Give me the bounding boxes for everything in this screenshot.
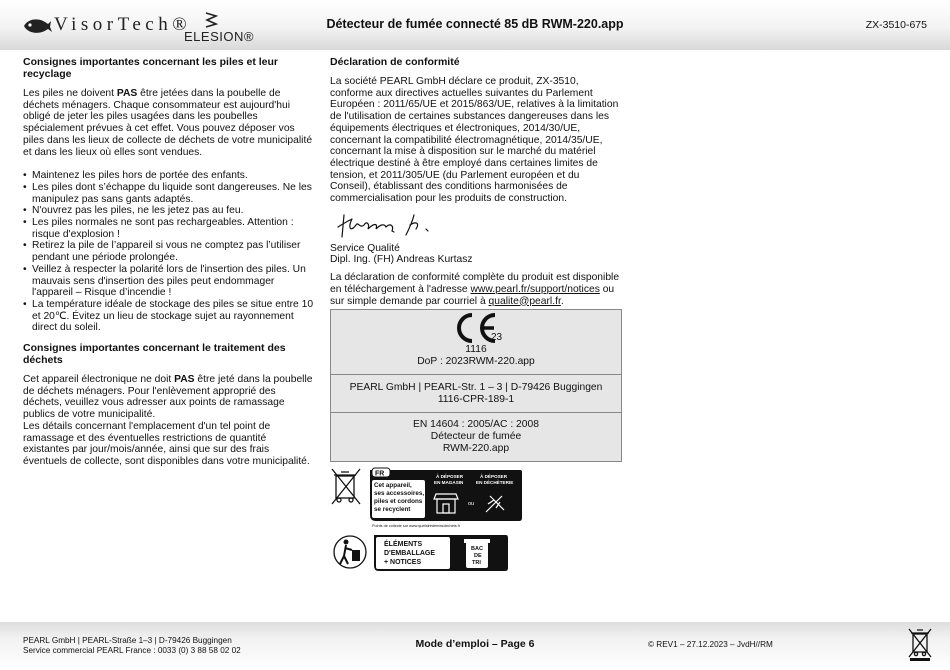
recycle-text-line-3: piles et cordons — [374, 498, 423, 505]
ce-marking-table — [330, 309, 622, 462]
weee-bin-icon — [908, 627, 932, 661]
signature-drawing-icon — [330, 211, 450, 241]
standard-reference: EN 14604 : 2005/AC : 2008 — [413, 419, 539, 431]
ce-marking-cell — [331, 310, 621, 375]
product-model: RWM-220.app — [442, 442, 510, 454]
left-column — [23, 56, 315, 474]
disposal-text-pas: PAS — [174, 374, 195, 386]
list-item: • Retirez la pile de l’appareil si vous ne comptez pas l’utiliser pendant une période prolongée. — [32, 240, 315, 263]
store-label-line-1: À DÉPOSER — [436, 474, 464, 479]
batteries-intro-start: Les piles ne doivent — [23, 88, 117, 99]
list-item: • Veillez à respecter la polarité lors de l'insertion des piles. Un mauvais sens d'insertion des piles peut endommager l'appareil – Risque d’incendie ! — [32, 264, 315, 299]
page-footer — [0, 622, 950, 670]
product-type: Détecteur de fumée — [430, 431, 522, 443]
revision-label: © REV1 – 27.12.2023 – JvdH//RM — [648, 640, 773, 649]
crossed-bin-icon — [332, 469, 360, 504]
footer-address: PEARL GmbH | PEARL-Straße 1–3 | D-79426 Buggingen — [23, 636, 232, 645]
disposal-text-start: Cet appareil électronique ne doit — [23, 374, 175, 386]
signer-department: Service Qualité — [330, 242, 400, 254]
fr-label: FR — [375, 470, 385, 478]
bin-label-line-2: DE — [474, 553, 482, 559]
email-link[interactable]: qualite@pearl.fr — [488, 295, 561, 307]
manufacturer-cell — [331, 375, 621, 413]
cpr-number: 1116-CPR-189-1 — [437, 393, 515, 405]
sub-brand-logo-text: ELESION® — [184, 29, 254, 44]
batteries-intro-pas: PAS — [116, 88, 138, 99]
disposal-heading: Consignes importantes concernant le traitement des déchets — [23, 342, 286, 367]
dop-number: DoP : 2023RWM-220.app — [417, 355, 535, 367]
full-declaration-text — [330, 272, 622, 307]
full-declaration-end: . — [560, 295, 564, 307]
packaging-line-2: D'EMBALLAGE — [384, 550, 436, 557]
list-item: • Les piles dont s’échappe du liquide sont dangereuses. Ne les manipulez pas sans gants adaptés. — [32, 182, 315, 205]
page-label: Mode d’emploi – Page 6 — [415, 638, 535, 650]
recycle-text-line-4: se recyclent — [374, 506, 411, 513]
batteries-bullet-list — [23, 170, 315, 334]
full-declaration-start: La déclaration de conformité complète du produit est disponible en téléchargement à l'adresse — [330, 272, 620, 295]
bin-label-line-3: TRI — [472, 560, 481, 566]
product-code: ZX-3510-675 — [865, 19, 927, 31]
packaging-line-1: ÉLÉMENTS — [384, 541, 423, 548]
signer-block — [330, 243, 622, 266]
triman-logo-icon — [330, 466, 530, 576]
brand-logo-text: VisorTech® — [54, 14, 192, 35]
right-column — [330, 56, 622, 313]
disposal-details: Les détails concernant l'emplacement d'un tel point de ramassage et des éventuelles restrictions de quantité existantes par jour/mois/année, ainsi que sur des frais éventuels de collecte, sont disponibles dans votre municipalité. — [23, 420, 310, 467]
ou-label: ou — [468, 501, 475, 507]
recycle-text-line-2: ses accessoires, — [374, 490, 425, 497]
document-title: Détecteur de fumée connecté 85 dB RWM-220.app — [326, 17, 624, 31]
ce-year: 23 — [491, 332, 503, 343]
full-declaration-middle: ou sur simple demande par courriel à — [330, 283, 615, 307]
manufacturer-address: PEARL GmbH | PEARL-Str. 1 – 3 | D-79426 Buggingen — [349, 382, 603, 393]
store-label-line-2: EN MAGASIN — [434, 480, 464, 485]
support-link[interactable]: www.pearl.fr/support/notices — [470, 283, 600, 295]
points-collecte-note: Points de collecte sur www.quefairedemesdechets.fr — [372, 524, 461, 528]
list-item: • Maintenez les piles hors de portée des enfants. — [32, 170, 315, 182]
list-item: • N'ouvrez pas les piles, ne les jetez pas au feu. — [32, 205, 315, 217]
recycling-person-icon — [334, 536, 366, 568]
page-header — [0, 0, 950, 50]
conformity-text: La société PEARL GmbH déclare ce produit, ZX-3510, conforme aux directives actuelles suivantes du Parlement Européen : 2011/65/UE et 2015/863/UE, relatives à la limitation de l'utilisation de certaines substances dangereuses dans les équipements électriques et électroniques, 2014/30/UE, concernant la compatibilité électromagnétique, 2014/35/UE, concernant la mise à disposition sur le marché du matériel électrique destiné à être employé dans certaines limites de tension, et 2011/305/UE (du Parlement européen et du Conseil), établissant des conditions harmonisées de commercialisation pour les produits de construction. — [330, 76, 619, 205]
batteries-heading: Consignes importantes concernant les piles et leur recyclage — [23, 56, 278, 80]
list-item: • La température idéale de stockage des piles se situe entre 10 et 20℃. Évitez un lieu de stockage sujet au rayonnement direct du soleil. — [32, 299, 315, 334]
batteries-intro — [23, 88, 315, 158]
dechet-label-line-1: À DÉPOSER — [480, 474, 508, 479]
conformity-heading: Déclaration de conformité — [330, 56, 460, 68]
notified-body-number: 1116 — [465, 344, 487, 355]
disposal-text — [23, 374, 315, 421]
batteries-intro-end: être jetées dans la poubelle de déchets ménagers. Chaque consommateur est aujourd'hui obligé de jeter les piles usagées dans les poubelles spécialement prévues à cet effet. Vous pouvez déposer vos piles dans les lieux de collecte de déchets de votre municipalité et dans les lieux où elles sont vendues. — [23, 88, 313, 158]
signer-name: Dipl. Ing. (FH) Andreas Kurtasz — [330, 254, 473, 266]
footer-service: Service commercial PEARL France : 0033 (0) 3 88 58 02 02 — [23, 646, 241, 655]
recycle-text-line-1: Cet appareil, — [374, 482, 412, 489]
list-item: • Les piles normales ne sont pas rechargeables. Attention : risque d'explosion ! — [32, 217, 315, 240]
packaging-line-3: + NOTICES — [384, 559, 422, 566]
signature — [330, 211, 622, 241]
sorting-bin-icon — [464, 539, 490, 568]
dechet-label-line-2: EN DÉCHÈTERIE — [476, 480, 514, 485]
bin-label-line-1: BAC — [471, 546, 483, 552]
disposal-text-end: être jeté dans la poubelle de déchets ménagers. Pour l'enlèvement approprié des déchets, veuillez vous adresser aux points de ramassage publics de votre municipalité. — [23, 374, 313, 421]
standard-cell — [331, 413, 621, 460]
recycling-info-graphic — [330, 466, 530, 576]
